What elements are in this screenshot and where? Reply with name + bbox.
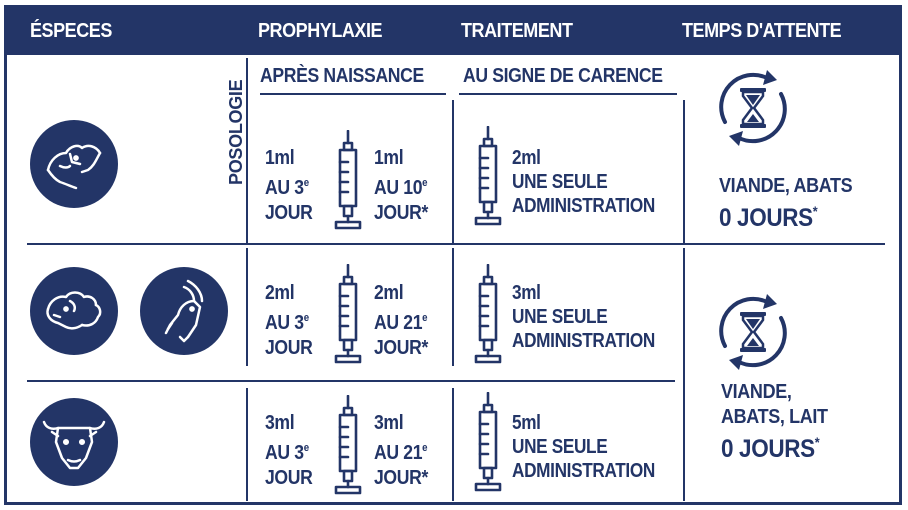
dosage-table <box>4 5 902 505</box>
divider-v-2a <box>452 100 454 243</box>
row3-traitement: 5ml UNE SEULE ADMINISTRATION <box>512 412 655 482</box>
row1-proph1: 1ml AU 3e JOUR <box>265 147 313 224</box>
cow-icon <box>30 398 118 486</box>
subheader-signe-carence: AU SIGNE DE CARENCE <box>463 65 663 87</box>
header-temps-attente: TEMPS D'ATTENTE <box>682 20 842 42</box>
subheader-underline-1 <box>260 93 446 95</box>
row2-proph2: 2ml AU 21e JOUR* <box>374 282 428 359</box>
header-prophylaxie: PROPHYLAXIE <box>258 20 383 42</box>
row1-proph2: 1ml AU 10e JOUR* <box>374 147 428 224</box>
row2-proph1: 2ml AU 3e JOUR <box>265 282 313 359</box>
subheader-underline-2 <box>459 93 677 95</box>
row3-proph1: 3ml AU 3e JOUR <box>265 412 313 489</box>
row-divider-1 <box>27 243 885 245</box>
divider-v-2b <box>452 248 454 366</box>
sheep-icon <box>30 267 118 355</box>
row3-proph2: 3ml AU 21e JOUR* <box>374 412 428 489</box>
table-header <box>7 8 899 55</box>
syringe-icon <box>333 395 363 495</box>
header-especes: ÉSPECES <box>30 20 112 42</box>
row2-traitement: 3ml UNE SEULE ADMINISTRATION <box>512 282 655 352</box>
divider-v-1c <box>246 388 248 501</box>
hourglass-cycle-icon <box>711 66 795 150</box>
goat-icon <box>140 267 228 355</box>
divider-v-3b <box>683 248 685 501</box>
divider-v-2c <box>452 388 454 501</box>
syringe-icon <box>473 264 503 364</box>
header-traitement: TRAITEMENT <box>461 20 573 42</box>
syringe-icon <box>473 392 503 492</box>
divider-v-1a <box>246 58 248 243</box>
syringe-icon <box>333 264 363 364</box>
subheader-apres-naissance: APRÈS NAISSANCE <box>260 65 424 87</box>
wait2-text: VIANDE, ABATS, LAIT 0 JOURS* <box>721 381 828 463</box>
row1-traitement: 2ml UNE SEULE ADMINISTRATION <box>512 147 655 217</box>
syringe-icon <box>473 126 503 226</box>
posologie-label: POSOLOGIE <box>226 79 246 185</box>
divider-v-1b <box>246 248 248 366</box>
row-divider-2 <box>27 380 675 382</box>
divider-v-3a <box>683 100 685 243</box>
syringe-icon <box>333 130 363 230</box>
wait1-text: VIANDE, ABATS 0 JOURS* <box>719 175 853 232</box>
pig-icon <box>30 120 118 208</box>
hourglass-cycle-icon <box>711 290 795 374</box>
